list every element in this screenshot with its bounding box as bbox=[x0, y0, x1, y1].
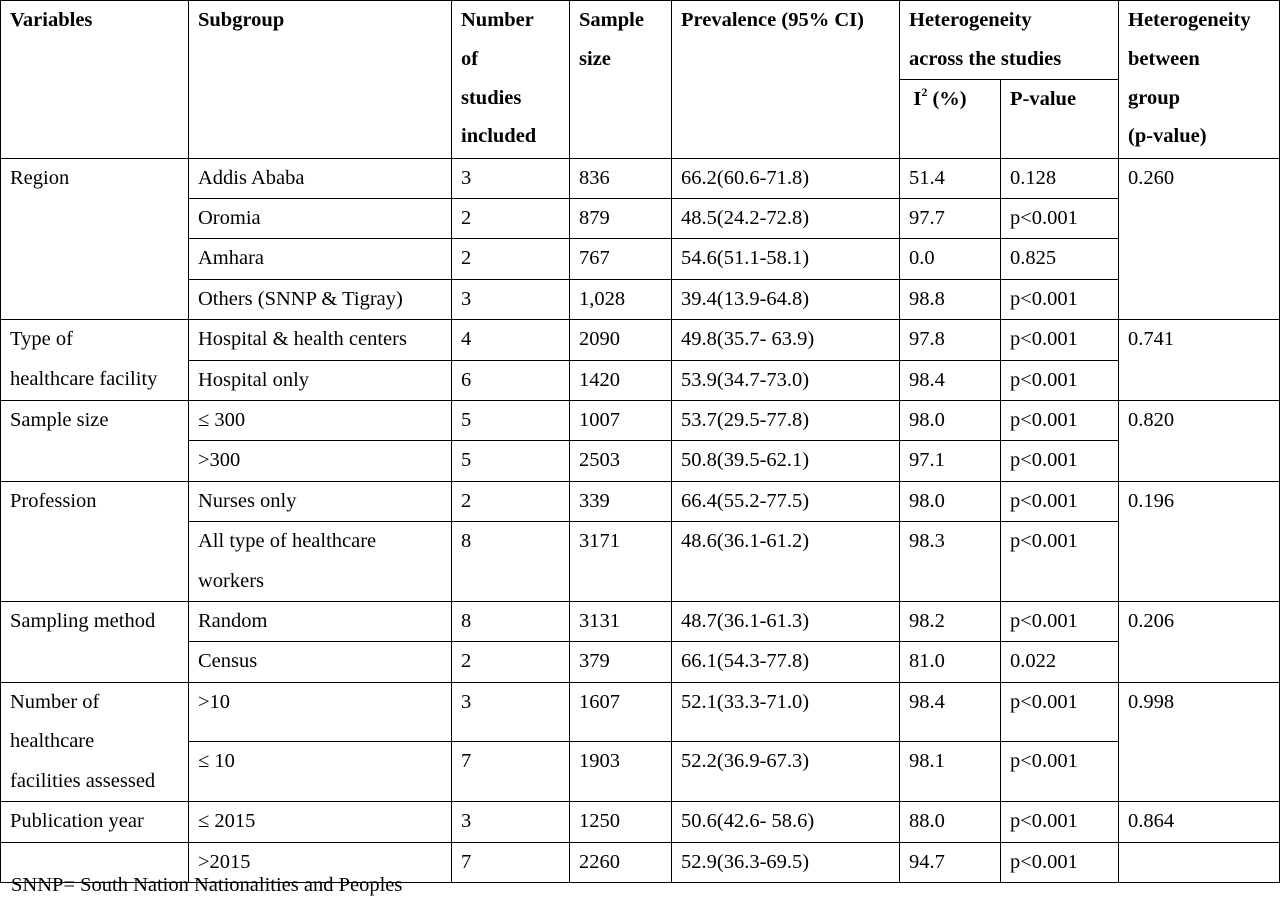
header-line: included bbox=[461, 125, 537, 148]
table-row bbox=[1, 682, 1280, 742]
subgroup-cell bbox=[189, 682, 452, 742]
subgroup-label: ≤ 300 bbox=[198, 409, 246, 432]
variable-label: Sampling method bbox=[10, 610, 156, 633]
variable-cell bbox=[1, 401, 189, 482]
p-value-cell: p<0.001 bbox=[1001, 441, 1119, 481]
subgroup-label: ≤ 10 bbox=[198, 750, 235, 773]
variable-cell bbox=[1, 481, 189, 601]
variable-label: facilities assessed bbox=[10, 769, 156, 792]
header-line: across the studies bbox=[909, 47, 1062, 70]
variable-label: Publication year bbox=[10, 810, 144, 833]
between-group-p-cell: 0.741 bbox=[1119, 320, 1280, 401]
i2-cell: 98.4 bbox=[900, 360, 1001, 400]
p-value-cell: p<0.001 bbox=[1001, 279, 1119, 319]
i2-cell: 94.7 bbox=[900, 842, 1001, 882]
studies-count-cell: 5 bbox=[452, 401, 570, 441]
header-prevalence: Prevalence (95% CI) bbox=[672, 1, 900, 159]
studies-count-cell: 8 bbox=[452, 522, 570, 602]
sample-size-cell: 3131 bbox=[570, 602, 672, 642]
subgroup-cell bbox=[189, 802, 452, 842]
p-value-cell: p<0.001 bbox=[1001, 320, 1119, 360]
prevalence-cell: 52.2(36.9-67.3) bbox=[672, 742, 900, 802]
prevalence-cell: 66.2(60.6-71.8) bbox=[672, 158, 900, 198]
sample-size-cell: 1903 bbox=[570, 742, 672, 802]
p-value-cell: p<0.001 bbox=[1001, 742, 1119, 802]
subgroup-label: Random bbox=[198, 610, 268, 633]
prevalence-cell: 48.7(36.1-61.3) bbox=[672, 602, 900, 642]
variable-cell bbox=[1, 320, 189, 401]
between-group-p-cell: 0.864 bbox=[1119, 802, 1280, 842]
sample-size-cell: 379 bbox=[570, 642, 672, 682]
p-value-cell: p<0.001 bbox=[1001, 842, 1119, 882]
table-row bbox=[1, 279, 1280, 319]
subgroup-label: >10 bbox=[198, 690, 231, 713]
variable-label: Region bbox=[10, 166, 70, 189]
subgroup-cell bbox=[189, 239, 452, 279]
prevalence-cell: 50.8(39.5-62.1) bbox=[672, 441, 900, 481]
studies-count-cell: 2 bbox=[452, 199, 570, 239]
variable-label: Number of bbox=[10, 690, 100, 713]
variable-label: Profession bbox=[10, 489, 97, 512]
table-row bbox=[1, 401, 1280, 441]
sample-size-cell: 2503 bbox=[570, 441, 672, 481]
sample-size-cell: 1250 bbox=[570, 802, 672, 842]
subgroup-label: Others (SNNP & Tigray) bbox=[198, 287, 403, 310]
table-row bbox=[1, 441, 1280, 481]
between-group-p-cell: 0.998 bbox=[1119, 682, 1280, 801]
i2-cell: 98.1 bbox=[900, 742, 1001, 802]
subgroup-label: Census bbox=[198, 650, 258, 673]
sample-size-cell: 879 bbox=[570, 199, 672, 239]
prevalence-cell: 66.4(55.2-77.5) bbox=[672, 481, 900, 521]
subgroup-cell bbox=[189, 522, 452, 602]
table-row bbox=[1, 742, 1280, 802]
header-heterogeneity-between bbox=[1119, 1, 1280, 159]
sample-size-cell: 1420 bbox=[570, 360, 672, 400]
header-line: Number bbox=[461, 9, 534, 31]
p-value-cell: 0.128 bbox=[1001, 158, 1119, 198]
p-value-cell: p<0.001 bbox=[1001, 522, 1119, 602]
prevalence-cell: 48.5(24.2-72.8) bbox=[672, 199, 900, 239]
studies-count-cell: 5 bbox=[452, 441, 570, 481]
subgroup-label: >300 bbox=[198, 449, 241, 472]
header-line: group bbox=[1128, 86, 1181, 109]
p-value-cell: 0.825 bbox=[1001, 239, 1119, 279]
header-variables: Variables bbox=[1, 1, 189, 159]
variable-label: healthcare bbox=[10, 730, 95, 753]
sample-size-cell: 339 bbox=[570, 481, 672, 521]
studies-count-cell: 7 bbox=[452, 842, 570, 882]
sample-size-cell: 2090 bbox=[570, 320, 672, 360]
header-line: (p-value) bbox=[1128, 125, 1207, 148]
header-p-value: P-value bbox=[1001, 79, 1119, 158]
p-value-cell: p<0.001 bbox=[1001, 802, 1119, 842]
table-row bbox=[1, 158, 1280, 198]
p-value-cell: p<0.001 bbox=[1001, 199, 1119, 239]
between-group-p-cell: 0.820 bbox=[1119, 401, 1280, 482]
header-line: Sample bbox=[579, 9, 644, 31]
subgroup-label: Hospital only bbox=[198, 368, 310, 391]
sample-size-cell: 836 bbox=[570, 158, 672, 198]
table-row bbox=[1, 199, 1280, 239]
table-row bbox=[1, 360, 1280, 400]
subgroup-label: Amhara bbox=[198, 247, 265, 270]
header-number-of-studies bbox=[452, 1, 570, 159]
subgroup-label: ≤ 2015 bbox=[198, 810, 256, 833]
header-line: Heterogeneity bbox=[1128, 9, 1251, 31]
subgroup-label: >2015 bbox=[198, 850, 251, 873]
between-group-p-cell-empty bbox=[1119, 842, 1280, 882]
subgroup-label: Nurses only bbox=[198, 489, 297, 512]
header-line: of bbox=[461, 47, 479, 70]
studies-count-cell: 7 bbox=[452, 742, 570, 802]
variable-label: Type of bbox=[10, 328, 73, 351]
i2-cell: 81.0 bbox=[900, 642, 1001, 682]
i2-cell: 98.3 bbox=[900, 522, 1001, 602]
subgroup-cell bbox=[189, 441, 452, 481]
variable-label: Sample size bbox=[10, 409, 109, 432]
studies-count-cell: 2 bbox=[452, 239, 570, 279]
variable-label: healthcare facility bbox=[10, 367, 158, 390]
studies-count-cell: 3 bbox=[452, 802, 570, 842]
p-value-cell: p<0.001 bbox=[1001, 602, 1119, 642]
p-value-cell: p<0.001 bbox=[1001, 401, 1119, 441]
prevalence-cell: 52.9(36.3-69.5) bbox=[672, 842, 900, 882]
table-row bbox=[1, 320, 1280, 360]
i2-cell: 98.4 bbox=[900, 682, 1001, 742]
table-row bbox=[1, 522, 1280, 602]
studies-count-cell: 8 bbox=[452, 602, 570, 642]
variable-cell bbox=[1, 158, 189, 320]
variable-cell bbox=[1, 682, 189, 801]
p-value-cell: p<0.001 bbox=[1001, 682, 1119, 742]
header-i2: $I^2$ (%) bbox=[900, 79, 1001, 158]
subgroup-cell bbox=[189, 279, 452, 319]
studies-count-cell: 4 bbox=[452, 320, 570, 360]
subgroup-cell bbox=[189, 199, 452, 239]
subgroup-cell bbox=[189, 742, 452, 802]
prevalence-cell: 39.4(13.9-64.8) bbox=[672, 279, 900, 319]
table-row bbox=[1, 642, 1280, 682]
sample-size-cell: 3171 bbox=[570, 522, 672, 602]
table-row bbox=[1, 481, 1280, 521]
p-value-cell: p<0.001 bbox=[1001, 481, 1119, 521]
header-line: size bbox=[579, 47, 611, 70]
subgroup-label: All type of healthcare bbox=[198, 530, 377, 553]
subgroup-cell bbox=[189, 481, 452, 521]
prevalence-cell: 53.7(29.5-77.8) bbox=[672, 401, 900, 441]
header-sample-size bbox=[570, 1, 672, 159]
subgroup-label: workers bbox=[198, 569, 265, 592]
variable-cell bbox=[1, 602, 189, 683]
header-line: studies bbox=[461, 86, 522, 109]
sample-size-cell: 1007 bbox=[570, 401, 672, 441]
studies-count-cell: 3 bbox=[452, 279, 570, 319]
i2-cell: 0.0 bbox=[900, 239, 1001, 279]
i2-cell: 98.8 bbox=[900, 279, 1001, 319]
table-row bbox=[1, 802, 1280, 842]
prevalence-cell: 49.8(35.7- 63.9) bbox=[672, 320, 900, 360]
table-body bbox=[1, 158, 1280, 882]
p-value-cell: p<0.001 bbox=[1001, 360, 1119, 400]
prevalence-cell: 52.1(33.3-71.0) bbox=[672, 682, 900, 742]
prevalence-cell: 53.9(34.7-73.0) bbox=[672, 360, 900, 400]
header-line: Heterogeneity bbox=[909, 9, 1032, 31]
subgroup-cell bbox=[189, 642, 452, 682]
header-subgroup: Subgroup bbox=[189, 1, 452, 159]
studies-count-cell: 2 bbox=[452, 642, 570, 682]
prevalence-cell: 66.1(54.3-77.8) bbox=[672, 642, 900, 682]
table-row bbox=[1, 602, 1280, 642]
footnote: SNNP= South Nation Nationalities and Peoples bbox=[11, 874, 403, 896]
subgroup-label: Oromia bbox=[198, 207, 261, 229]
i2-cell: 98.2 bbox=[900, 602, 1001, 642]
sample-size-cell: 767 bbox=[570, 239, 672, 279]
header-heterogeneity-across bbox=[900, 1, 1119, 80]
sample-size-cell: 2260 bbox=[570, 842, 672, 882]
studies-count-cell: 3 bbox=[452, 158, 570, 198]
i2-cell: 98.0 bbox=[900, 481, 1001, 521]
i2-cell: 51.4 bbox=[900, 158, 1001, 198]
sample-size-cell: 1607 bbox=[570, 682, 672, 742]
studies-count-cell: 3 bbox=[452, 682, 570, 742]
subgroup-cell bbox=[189, 401, 452, 441]
table-row bbox=[1, 239, 1280, 279]
between-group-p-cell: 0.196 bbox=[1119, 481, 1280, 601]
subgroup-cell bbox=[189, 158, 452, 198]
prevalence-cell: 54.6(51.1-58.1) bbox=[672, 239, 900, 279]
i2-cell: 97.7 bbox=[900, 199, 1001, 239]
subgroup-cell bbox=[189, 602, 452, 642]
i2-cell: 97.8 bbox=[900, 320, 1001, 360]
subgroup-cell bbox=[189, 360, 452, 400]
between-group-p-cell: 0.206 bbox=[1119, 602, 1280, 683]
subgroup-cell bbox=[189, 320, 452, 360]
p-value-cell: 0.022 bbox=[1001, 642, 1119, 682]
between-group-p-cell: 0.260 bbox=[1119, 158, 1280, 320]
prevalence-cell: 48.6(36.1-61.2) bbox=[672, 522, 900, 602]
i2-cell: 98.0 bbox=[900, 401, 1001, 441]
studies-count-cell: 6 bbox=[452, 360, 570, 400]
studies-count-cell: 2 bbox=[452, 481, 570, 521]
sample-size-cell: 1,028 bbox=[570, 279, 672, 319]
prevalence-cell: 50.6(42.6- 58.6) bbox=[672, 802, 900, 842]
subgroup-label: Hospital & health centers bbox=[198, 328, 407, 351]
i2-cell: 97.1 bbox=[900, 441, 1001, 481]
variable-cell bbox=[1, 802, 189, 842]
header-line: between bbox=[1128, 47, 1200, 70]
subgroup-label: Addis Ababa bbox=[198, 166, 305, 189]
i2-cell: 88.0 bbox=[900, 802, 1001, 842]
